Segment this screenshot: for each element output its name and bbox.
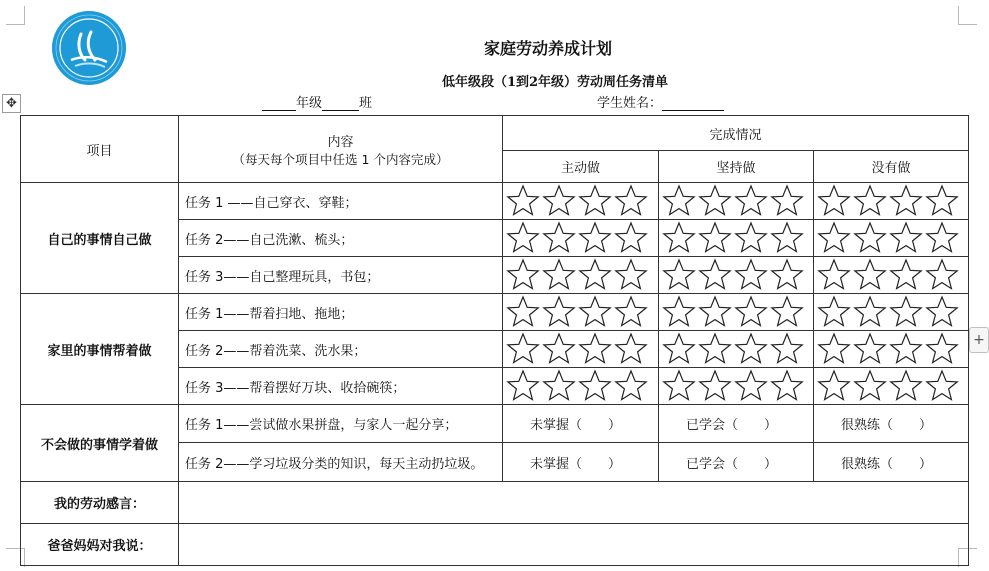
star-cell[interactable] bbox=[814, 331, 969, 368]
star-icon[interactable] bbox=[925, 369, 959, 403]
star-icon[interactable] bbox=[925, 258, 959, 292]
header-item: 项目 bbox=[21, 116, 179, 183]
star-icon[interactable] bbox=[662, 332, 696, 366]
star-icon[interactable] bbox=[853, 295, 887, 329]
star-icon[interactable] bbox=[662, 184, 696, 218]
star-icon[interactable] bbox=[734, 184, 768, 218]
star-icon[interactable] bbox=[698, 221, 732, 255]
star-cell[interactable] bbox=[659, 183, 814, 220]
header-active: 主动做 bbox=[503, 151, 659, 183]
star-icon[interactable] bbox=[925, 184, 959, 218]
star-cell[interactable] bbox=[659, 368, 814, 405]
task-learn-1: 任务 1——尝试做水果拼盘，与家人一起分享； bbox=[179, 405, 503, 443]
student-name-blank[interactable] bbox=[662, 96, 724, 111]
document-title: 家庭劳动养成计划 bbox=[483, 39, 612, 58]
header-content bbox=[179, 116, 503, 183]
star-icon[interactable] bbox=[734, 332, 768, 366]
star-cell[interactable] bbox=[659, 257, 814, 294]
task-self-3: 任务 3——自己整理玩具，书包； bbox=[179, 257, 503, 294]
star-icon[interactable] bbox=[662, 258, 696, 292]
task-home-2: 任务 2——帮着洗菜、洗水果； bbox=[179, 331, 503, 368]
star-icon[interactable] bbox=[925, 332, 959, 366]
task-self-1: 任务 1 ——自己穿衣、穿鞋； bbox=[179, 183, 503, 220]
star-icon[interactable] bbox=[698, 332, 732, 366]
star-icon[interactable] bbox=[889, 332, 923, 366]
star-icon[interactable] bbox=[506, 332, 540, 366]
star-icon[interactable] bbox=[853, 369, 887, 403]
task-table bbox=[20, 115, 969, 566]
table-move-handle-icon[interactable]: ✥ bbox=[2, 94, 21, 113]
category-home: 家里的事情帮着做 bbox=[21, 294, 179, 405]
star-icon[interactable] bbox=[734, 369, 768, 403]
star-icon[interactable] bbox=[698, 295, 732, 329]
star-cell[interactable] bbox=[814, 220, 969, 257]
star-icon[interactable] bbox=[662, 369, 696, 403]
star-icon[interactable] bbox=[853, 258, 887, 292]
star-cell[interactable] bbox=[659, 220, 814, 257]
star-icon[interactable] bbox=[614, 184, 648, 218]
status-proficient[interactable]: 很熟练（ ） bbox=[814, 405, 969, 443]
star-icon[interactable] bbox=[578, 295, 612, 329]
star-icon[interactable] bbox=[542, 295, 576, 329]
status-learned[interactable]: 已学会（ ） bbox=[659, 405, 814, 443]
star-cell[interactable] bbox=[659, 294, 814, 331]
star-icon[interactable] bbox=[889, 258, 923, 292]
star-icon[interactable] bbox=[614, 258, 648, 292]
star-icon[interactable] bbox=[770, 369, 804, 403]
star-cell[interactable] bbox=[814, 368, 969, 405]
star-icon[interactable] bbox=[578, 332, 612, 366]
star-icon[interactable] bbox=[698, 184, 732, 218]
header-completion: 完成情况 bbox=[503, 116, 969, 151]
task-home-3: 任务 3——帮着摆好万块、收拾碗筷； bbox=[179, 368, 503, 405]
header-content-note: （每天每个项目中任选 1 个内容完成） bbox=[232, 151, 449, 167]
document-subtitle: 低年级段（1到2年级）劳动周任务清单 bbox=[441, 75, 669, 90]
task-self-2: 任务 2——自己洗漱、梳头； bbox=[179, 220, 503, 257]
star-icon[interactable] bbox=[614, 221, 648, 255]
star-icon[interactable] bbox=[925, 221, 959, 255]
star-cell[interactable] bbox=[503, 220, 659, 257]
star-cell[interactable] bbox=[659, 331, 814, 368]
star-icon[interactable] bbox=[889, 369, 923, 403]
header-persist: 坚持做 bbox=[659, 151, 814, 183]
star-icon[interactable] bbox=[770, 221, 804, 255]
status-learned[interactable]: 已学会（ ） bbox=[659, 443, 814, 482]
parents-input[interactable] bbox=[179, 524, 969, 566]
star-icon[interactable] bbox=[817, 295, 851, 329]
star-icon[interactable] bbox=[578, 184, 612, 218]
star-icon[interactable] bbox=[698, 258, 732, 292]
star-icon[interactable] bbox=[698, 369, 732, 403]
star-icon[interactable] bbox=[817, 332, 851, 366]
star-cell[interactable] bbox=[503, 257, 659, 294]
star-cell[interactable] bbox=[503, 331, 659, 368]
status-not-mastered[interactable]: 未掌握（ ） bbox=[503, 405, 659, 443]
star-cell[interactable] bbox=[503, 294, 659, 331]
star-icon[interactable] bbox=[770, 258, 804, 292]
star-cell[interactable] bbox=[814, 257, 969, 294]
star-cell[interactable] bbox=[814, 183, 969, 220]
grade-blank[interactable] bbox=[262, 96, 296, 111]
student-name-line bbox=[597, 92, 724, 111]
parents-label: 爸爸妈妈对我说： bbox=[21, 524, 179, 566]
status-proficient[interactable]: 很熟练（ ） bbox=[814, 443, 969, 482]
star-icon[interactable] bbox=[506, 295, 540, 329]
star-icon[interactable] bbox=[889, 295, 923, 329]
star-icon[interactable] bbox=[614, 295, 648, 329]
grade-class-line bbox=[262, 92, 372, 111]
star-icon[interactable] bbox=[542, 332, 576, 366]
star-icon[interactable] bbox=[662, 221, 696, 255]
feeling-label: 我的劳动感言： bbox=[21, 482, 179, 524]
star-icon[interactable] bbox=[578, 369, 612, 403]
star-icon[interactable] bbox=[817, 184, 851, 218]
star-icon[interactable] bbox=[734, 221, 768, 255]
star-icon[interactable] bbox=[506, 258, 540, 292]
crop-mark-top-right bbox=[958, 6, 977, 25]
student-name-label: 学生姓名： bbox=[597, 96, 663, 111]
star-icon[interactable] bbox=[734, 295, 768, 329]
star-icon[interactable] bbox=[542, 221, 576, 255]
star-icon[interactable] bbox=[614, 332, 648, 366]
task-learn-2: 任务 2——学习垃圾分类的知识，每天主动扔垃圾。 bbox=[179, 443, 503, 482]
star-icon[interactable] bbox=[853, 184, 887, 218]
grade-label: 年级 bbox=[296, 96, 323, 111]
star-cell[interactable] bbox=[814, 294, 969, 331]
star-icon[interactable] bbox=[853, 332, 887, 366]
feeling-input[interactable] bbox=[179, 482, 969, 524]
category-self: 自己的事情自己做 bbox=[21, 183, 179, 294]
star-icon[interactable] bbox=[506, 184, 540, 218]
star-icon[interactable] bbox=[889, 221, 923, 255]
star-cell[interactable] bbox=[503, 183, 659, 220]
header-not-done: 没有做 bbox=[814, 151, 969, 183]
star-icon[interactable] bbox=[817, 221, 851, 255]
star-icon[interactable] bbox=[734, 258, 768, 292]
category-learn: 不会做的事情学着做 bbox=[21, 405, 179, 482]
star-cell[interactable] bbox=[503, 368, 659, 405]
star-icon[interactable] bbox=[770, 295, 804, 329]
star-icon[interactable] bbox=[817, 258, 851, 292]
star-icon[interactable] bbox=[817, 369, 851, 403]
star-icon[interactable] bbox=[770, 184, 804, 218]
star-icon[interactable] bbox=[925, 295, 959, 329]
crop-mark-top-left bbox=[6, 6, 25, 25]
star-icon[interactable] bbox=[578, 258, 612, 292]
star-icon[interactable] bbox=[853, 221, 887, 255]
star-icon[interactable] bbox=[614, 369, 648, 403]
star-icon[interactable] bbox=[770, 332, 804, 366]
star-icon[interactable] bbox=[542, 369, 576, 403]
star-icon[interactable] bbox=[506, 221, 540, 255]
status-not-mastered[interactable]: 未掌握（ ） bbox=[503, 443, 659, 482]
star-icon[interactable] bbox=[578, 221, 612, 255]
star-icon[interactable] bbox=[542, 258, 576, 292]
star-icon[interactable] bbox=[542, 184, 576, 218]
task-home-1: 任务 1——帮着扫地、拖地； bbox=[179, 294, 503, 331]
star-icon[interactable] bbox=[506, 369, 540, 403]
class-label: 班 bbox=[359, 96, 373, 111]
add-column-button[interactable]: + bbox=[969, 327, 989, 353]
star-icon[interactable] bbox=[662, 295, 696, 329]
header-content-title: 内容 bbox=[327, 134, 354, 150]
star-icon[interactable] bbox=[889, 184, 923, 218]
class-blank[interactable] bbox=[322, 96, 359, 111]
